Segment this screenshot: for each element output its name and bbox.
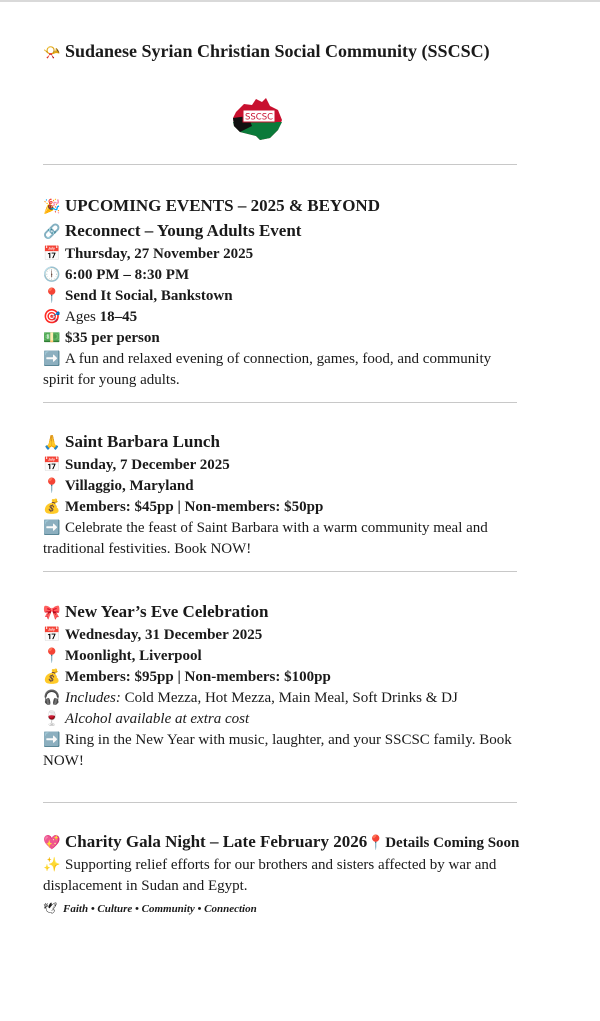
arrow-right-icon: ➡️ <box>43 351 61 367</box>
wine-glass-icon: 🍷 <box>43 711 61 727</box>
event-saint-barbara <box>43 430 523 560</box>
pin-icon: 📍 <box>43 288 61 304</box>
header <box>43 40 523 65</box>
event-venue: 📍 Moonlight, Liverpool <box>43 646 523 667</box>
upcoming-heading: 🎉 UPCOMING EVENTS – 2025 & BEYOND <box>43 194 523 219</box>
pin-icon: 📍 <box>367 835 385 851</box>
money-icon: 💵 <box>43 330 61 346</box>
headphones-icon: 🎧 <box>43 690 61 706</box>
event-title: 🔗 Reconnect – Young Adults Event <box>43 219 523 244</box>
event-date: 📅 Thursday, 27 November 2025 <box>43 244 523 265</box>
calendar-icon: 📅 <box>43 457 61 473</box>
target-icon: 🎯 <box>43 309 61 325</box>
event-title: 🙏 Saint Barbara Lunch <box>43 430 523 455</box>
sparkles-icon: ✨ <box>43 857 61 873</box>
event-new-years-eve <box>43 600 523 772</box>
event-title: 🎀 New Year’s Eve Celebration <box>43 600 523 625</box>
sparkling-heart-icon: 💖 <box>43 835 61 851</box>
divider <box>43 402 517 403</box>
event-description: ➡️ Celebrate the feast of Saint Barbara with a warm community meal and traditional festivities. Book NOW! <box>43 520 488 557</box>
event-alcohol: 🍷 Alcohol available at extra cost <box>43 709 523 730</box>
event-venue: 📍 Send It Social, Bankstown <box>43 286 523 307</box>
event-time: 🕕 6:00 PM – 8:30 PM <box>43 265 523 286</box>
money-bag-icon: 💰 <box>43 499 61 515</box>
party-popper-icon: 🎉 <box>43 199 61 215</box>
arrow-right-icon: ➡️ <box>43 732 61 748</box>
calendar-icon: 📅 <box>43 627 61 643</box>
divider <box>43 571 517 572</box>
praying-hands-icon: 🙏 <box>43 435 61 451</box>
event-description: ➡️ Ring in the New Year with music, laughter, and your SSCSC family. Book NOW! <box>43 732 512 769</box>
top-border <box>0 0 600 2</box>
australia-map-logo-icon <box>230 96 286 144</box>
event-title: 💖 Charity Gala Night – Late February 2026📍Details Coming Soon <box>43 830 523 855</box>
event-ages: 🎯 Ages 18–45 <box>43 307 523 328</box>
arrow-right-icon: ➡️ <box>43 520 61 536</box>
page-title: 📯 Sudanese Syrian Christian Social Community (SSCSC) <box>43 40 523 65</box>
clock-icon: 🕕 <box>43 267 61 283</box>
sscsc-logo <box>230 96 286 144</box>
event-date: 📅 Wednesday, 31 December 2025 <box>43 625 523 646</box>
event-description: ✨ Supporting relief efforts for our brothers and sisters affected by war and displacement in Sudan and Egypt. <box>43 857 497 894</box>
event-reconnect <box>43 194 523 391</box>
event-date: 📅 Sunday, 7 December 2025 <box>43 455 523 476</box>
money-bag-icon: 💰 <box>43 669 61 685</box>
event-includes: 🎧 Includes: Cold Mezza, Hot Mezza, Main Meal, Soft Drinks & DJ <box>43 688 523 709</box>
logo-text: SSCSC <box>244 112 274 123</box>
divider <box>43 802 517 803</box>
event-price: 💰 Members: $45pp | Non-members: $50pp <box>43 497 523 518</box>
megaphone-icon: 📯 <box>43 45 61 61</box>
event-venue: 📍 Villaggio, Maryland <box>43 476 523 497</box>
event-description: ➡️ A fun and relaxed evening of connection, games, food, and community spirit for young adults. <box>43 351 492 388</box>
event-price: 💰 Members: $95pp | Non-members: $100pp <box>43 667 523 688</box>
olive-branch-icon: 🕊 <box>43 902 57 915</box>
calendar-icon: 📅 <box>43 246 61 262</box>
event-price: 💵 $35 per person <box>43 328 523 349</box>
footer-tagline: 🕊 Faith • Culture • Community • Connection <box>43 902 257 915</box>
link-icon: 🔗 <box>43 224 61 240</box>
event-charity-gala <box>43 830 523 917</box>
pin-icon: 📍 <box>43 648 61 664</box>
ribbon-icon: 🎀 <box>43 605 61 621</box>
pin-icon: 📍 <box>43 478 61 494</box>
divider <box>43 164 517 165</box>
